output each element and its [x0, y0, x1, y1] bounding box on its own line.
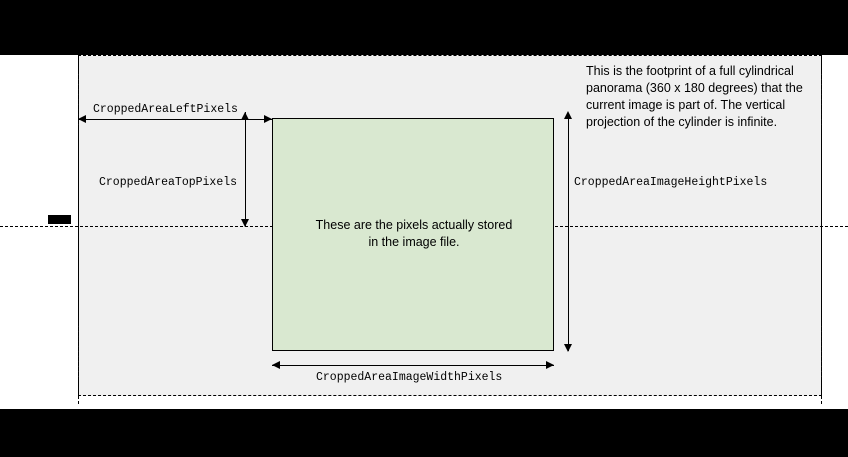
image-width-label: CroppedAreaImageWidthPixels: [313, 371, 505, 384]
image-height-arrow-start: [564, 111, 572, 119]
stored-pixels-label: [273, 217, 555, 251]
bottom-black-band: [0, 409, 848, 457]
left-pixels-label: CroppedAreaLeftPixels: [90, 103, 241, 116]
image-height-label: CroppedAreaImageHeightPixels: [571, 176, 770, 189]
top-pixels-label: CroppedAreaTopPixels: [96, 176, 240, 189]
left-pixels-arrow-end: [264, 115, 272, 123]
top-pixels-arrow-start: [241, 112, 249, 120]
top-pixels-arrow-end: [241, 219, 249, 227]
footprint-description: This is the footprint of a full cylindrical panorama (360 x 180 degrees) that the current image is part of. The vertical projection of the cylinder is infinite.: [586, 64, 803, 129]
image-width-arrow-start: [272, 361, 280, 369]
left-pixels-arrow-start: [78, 115, 86, 123]
stored-pixels-rect: [272, 118, 554, 351]
equator-marker: [48, 215, 71, 224]
top-pixels-measure-line: [245, 119, 246, 226]
top-black-band: [0, 0, 848, 55]
image-width-measure-line: [272, 365, 554, 366]
stored-pixels-label-line1: These are the pixels actually stored: [315, 218, 513, 232]
image-height-measure-line: [568, 118, 569, 351]
image-width-arrow-end: [546, 361, 554, 369]
image-height-arrow-end: [564, 344, 572, 352]
stored-pixels-label-line2: in the image file.: [368, 235, 460, 249]
